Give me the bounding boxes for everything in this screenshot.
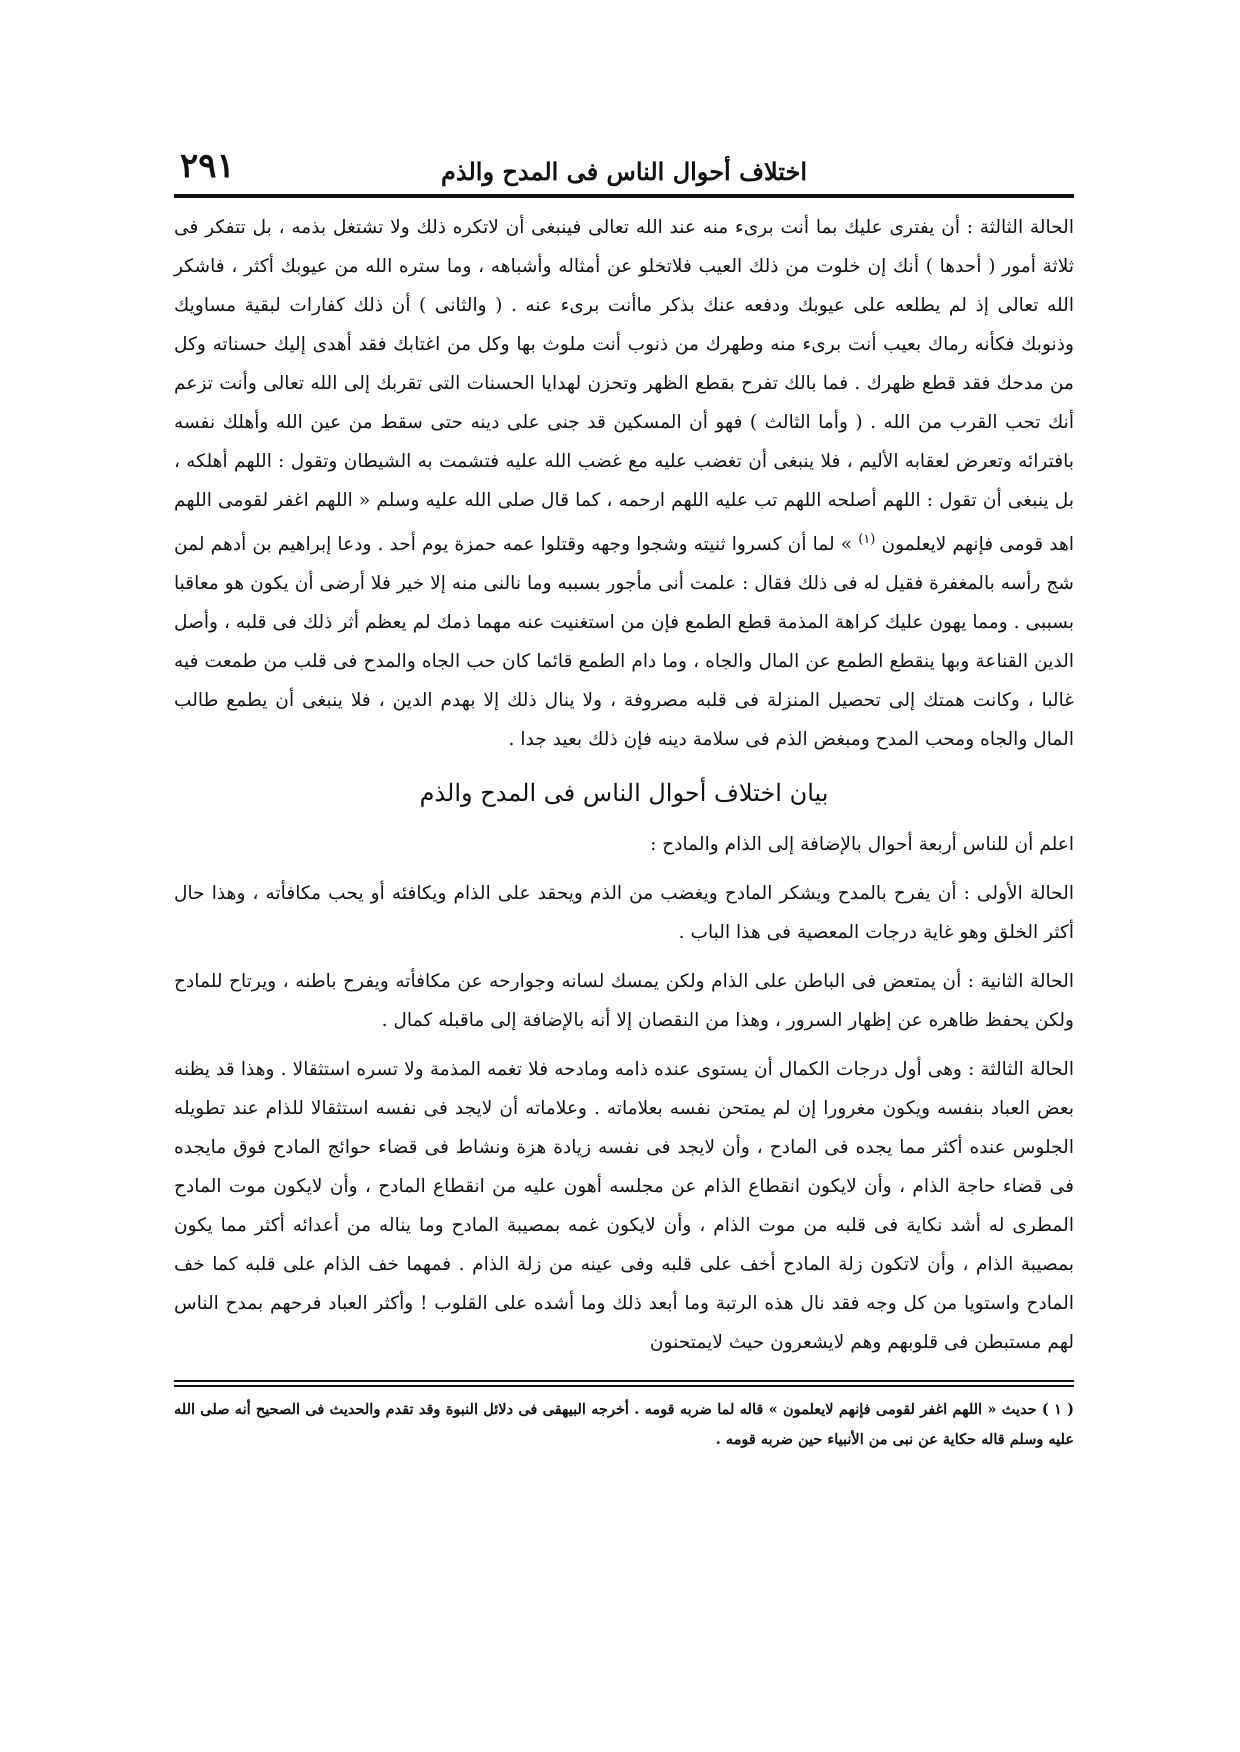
running-title: اختلاف أحوال الناس فى المدح والذم (441, 157, 808, 186)
footnote-rule-thin (174, 1385, 1074, 1387)
paragraph-third-state-slander (174, 208, 1074, 759)
paragraph-text: » لما أن كسروا ثنيته وشجوا وجهه وقتلوا عمه حمزة يوم أحد . ودعا إبراهيم بن أدهم لمن شج رأسه بالمغفرة فقيل له فى ذلك فقال : علمت أنى مأجور بسببه وما نالنى منه إلا خير فلا أرضى أن يكون هو معاقبا بسببى . ومما يهون عليك كراهة المذمة قطع الطمع فإن من استغنيت عنه مهما ذمك لم يعظم أثر ذلك فى قلبه ، وأصل الدين القناعة وبها ينقطع الطمع عن المال والجاه ، وما دام الطمع قائما كان حب الجاه والمدح فى قلب من طمعت فيه غالبا ، وكانت همتك إلى تحصيل المنزلة فى قلبه مصروفة ، ولا ينال ذلك إلا بهدم الدين ، فلا ينبغى أن يطمع طالب المال والجاه ومحب المدح ومبغض الذم فى سلامة دينه فإن ذلك بعيد جدا . (174, 534, 1075, 751)
footnote-reference: (١) (858, 532, 876, 547)
state-paragraph-third: الحالة الثالثة : وهى أول درجات الكمال أن يستوى عنده ذامه ومادحه فلا تغمه المذمة ولا تسره استثقالا . وهذا قد يظنه بعض العباد بنفسه ويكون مغرورا إن لم يمتحن نفسه بعلاماته . وعلاماته أن لايجد فى نفسه استثقالا للذام عند تطويله الجلوس عنده أكثر مما يجده فى المادح ، وأن لايجد فى نفسه زيادة هزة ونشاط فى قضاء حوائج المادح فوق مايجده فى قضاء حاجة الذام ، وأن لايكون انقطاع الذام عن مجلسه أهون عليه من انقطاع المادح ، وأن لايكون موت المادح المطرى له أشد نكاية فى قلبه من موت الذام ، وأن لايكون غمه بمصيبة المادح وما يناله من أعدائه أكثر مما يكون بمصيبة الذام ، وأن لاتكون زلة المادح أخف على قلبه وفى عينه من زلة الذام . فمهما خف الذام على قلبه كما خف المادح واستويا من كل وجه فقد نال هذه الرتبة وما أبعد ذلك وما أشده على القلوب ! وأكثر العباد فرحهم بمدح الناس لهم مستبطن فى قلوبهم وهم لايشعرون حيث لايمتحنون (174, 1059, 1074, 1354)
footnote (174, 1395, 1074, 1455)
header-rule (174, 194, 1074, 198)
main-text (174, 208, 1074, 1362)
intro-paragraph: اعلم أن للناس أربعة أحوال بالإضافة إلى الذام والمادح : (650, 834, 1074, 856)
state-paragraph-first: الحالة الأولى : أن يفرح بالمدح ويشكر المادح ويغضب من الذم ويحقد على الذام ويكافئه أو يحب مكافأته ، وهذا حال أكثر الخلق وهو غاية درجات المعصية فى هذا الباب . (174, 883, 1074, 944)
page-number: ٢٩١ (180, 146, 235, 186)
paragraph-text: الحالة الثالثة : أن يفترى عليك بما أنت برىء منه عند الله تعالى فينبغى أن لاتكره ذلك ولا تشتغل بذمه ، بل تتفكر فى ثلاثة أمور ( أحدها ) أنك إن خلوت من ذلك العيب فلاتخلو عن أمثاله وأشباهه ، وما ستره الله من عيوبك أكثر ، فاشكر الله تعالى إذ لم يطلعه على عيوبك ودفعه عنك بذكر ماأنت برىء عنه . ( والثانى ) أن ذلك كفارات لبقية مساويك وذنوبك فكأنه رماك بعيب أنت برىء منه وطهرك من ذنوب أنت ملوث بها وكل من اغتابك فقد أهدى إليك حسناته وكل من مدحك فقد قطع ظهرك . فما بالك تفرح بقطع الظهر وتحزن لهدايا الحسنات التى تقربك إلى الله تعالى وأنت تزعم أنك تحب القرب من الله . ( وأما الثالث ) فهو أن المسكين قد جنى على دينه حتى سقط من عين الله وأهلك نفسه بافترائه وتعرض لعقابه الأليم ، فلا ينبغى أن تغضب عليه مع غضب الله عليه فتشمت به الشيطان وتقول : اللهم أهلكه ، بل ينبغى أن تقول : اللهم أصلحه اللهم تب عليه اللهم ارحمه ، كما قال صلى الله عليه وسلم « اللهم اغفر لقومى اللهم اهد قومى فإنهم لايعلمون (174, 217, 1074, 556)
book-page (174, 140, 1074, 1630)
footnote-text: ( ١ ) حديث « اللهم اغفر لقومى فإنهم لايعلمون » قاله لما ضربه قومه . أخرجه البيهقى فى دلائل النبوة وقد تقدم والحديث فى الصحيح أنه صلى الله عليه وسلم قاله حكاية عن نبى من الأنبياء حين ضربه قومه . (174, 1401, 1074, 1449)
page-header (174, 140, 1074, 192)
section-title: بيان اختلاف أحوال الناس فى المدح والذم (419, 779, 829, 808)
footnote-rule (174, 1380, 1074, 1382)
state-paragraph-second: الحالة الثانية : أن يمتعض فى الباطن على الذام ولكن يمسك لسانه وجوارحه عن مكافأته ويفرح باطنه ، ويرتاح للمادح ولكن يحفظ ظاهره عن إظهار السرور ، وهذا من النقصان إلا أنه بالإضافة إلى ماقبله كمال . (174, 971, 1074, 1032)
